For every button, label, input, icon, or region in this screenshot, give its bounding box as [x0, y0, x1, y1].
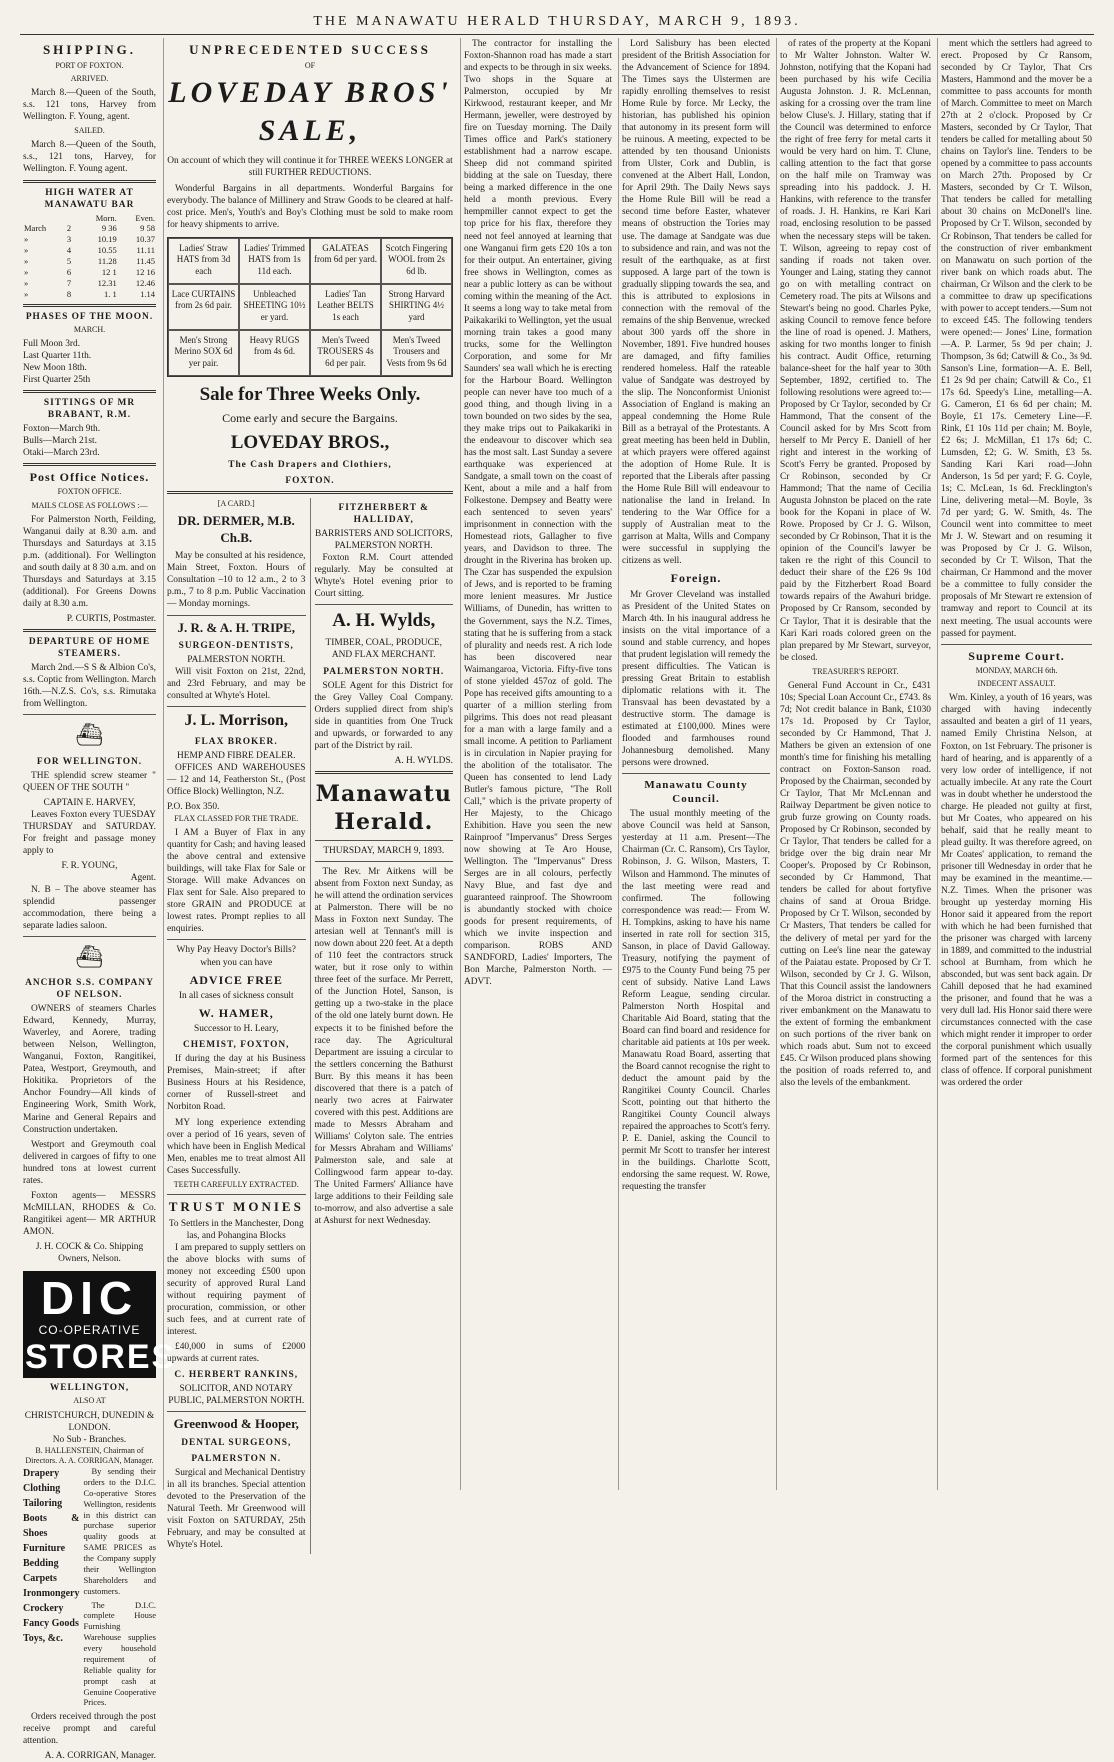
court-date: MONDAY, MARCH 6th.: [975, 665, 1058, 675]
list-item: Toys, &c.: [23, 1633, 63, 1645]
ads-right: [310, 498, 454, 1554]
table-cell: [23, 213, 66, 224]
pobox: P.O. Box 350.: [167, 801, 220, 812]
column-council-cont: [776, 38, 934, 1490]
list-item: Foxton—March 9th.: [23, 424, 101, 435]
bargain-cell: Men's Tweed TROUSERS 4s 6d per pair.: [310, 330, 381, 376]
bargain-cell: Ladies' Straw HATS from 3d each: [168, 238, 239, 284]
goods-list: [23, 1466, 79, 1711]
table-cell: »: [24, 266, 29, 277]
bargain-grid: [167, 237, 453, 377]
table-cell: [66, 213, 77, 224]
card-label: [A CARD.]: [217, 498, 255, 508]
divider: [315, 604, 454, 605]
divider: [167, 491, 453, 494]
table-cell: 9 58: [140, 223, 155, 234]
come-early: Come early and secure the Bargains.: [222, 411, 398, 426]
trust-monies: TRUST MONIES: [168, 1198, 304, 1214]
morrison-name: J. L. Morrison,: [184, 712, 289, 730]
table-cell: 11.11: [136, 245, 155, 256]
sittings-heading: SITTINGS OF MR BRABANT, R.M.: [43, 397, 136, 420]
of-label: OF: [304, 60, 316, 70]
dermer-name: DR. DERMER, M.B. Ch.B.: [177, 513, 295, 545]
shipping-heading: SHIPPING.: [42, 42, 137, 57]
tripe-name: J. R. & A. H. TRIPE,: [177, 619, 295, 635]
bargain-cell: Men's Strong Merino SOX 6d yer pair.: [168, 330, 239, 376]
loveday-sub-2: Wonderful Bargains in all departments. Wonderful Bargains for everybody. The balance of Millinery and Straw Goods to be cleared at half-cost price. Men's, Youth's and Boy's Clothing must be sold to make room for heavy shipments to arrive.: [167, 183, 453, 230]
divider: [167, 615, 306, 616]
list-item: Last Quarter 11th.: [23, 350, 92, 361]
table-cell: 1.14: [140, 288, 155, 299]
column-local-news: [460, 38, 615, 1490]
list-item: Carpets: [23, 1573, 57, 1585]
unprecedented-heading: UNPRECEDENTED SUCCESS: [189, 42, 431, 57]
bargain-cell: Heavy RUGS from 4s 6d.: [239, 330, 310, 376]
herald-title: Manawatu Herald.: [315, 780, 452, 835]
foreign-text: Mr Grover Cleveland was installed as President of the United States on March 4th. In his inaugural address he insists on the vital importance of a sound and stable currency, and hopes that prudent legislation will remedy the present difficulties. The Vatican is pressing Great Britain to establish diplomatic relations with it. The Transvaal has been devastated by a destructive storm. The damage is estimated at £100,000. Mines were flooded and farmhouses round Johannesburg demolished. Many persons were drowned.: [622, 589, 770, 769]
table-cell: »: [24, 234, 29, 245]
bargain-cell: Men's Tweed Trousers and Vests from 9s 6d: [381, 330, 452, 376]
table-cell: 5: [66, 256, 72, 267]
divider: [167, 1411, 306, 1412]
list-item: Clothing: [23, 1483, 61, 1495]
post-heading: Post Office Notices.: [29, 470, 150, 485]
table-cell: Morn.: [95, 212, 117, 223]
table-row: [23, 245, 156, 256]
trust-text: I am prepared to supply settlers on the above blocks with sums of money not exceeding £500 upon security of approved Rural Land without requiring payment of procuration, commission, or other such fees, and at current rate of interest.: [167, 1242, 306, 1337]
council-end-text: ment which the settlers had agreed to erect. Proposed by Cr Ransom, seconded by Cr Taylor, That Crs Masters, Hammond and the mover be a committee to pass accounts for month of March. Committee to meet on March 27th at 2 o'clock. Proposed by Cr Masters, seconded by Cr Taylor, That tenders be called for metalling about 50 chains on Taylor's line. Tenders to be opened by a committee to pass accounts on March 27th. Proposed by Cr Masters, seconded by Cr T. Wilson, That tenders be called for metalling about 30 chains on McDonell's line. Proposed by Cr T. Wilson, seconded by Cr Robinson, That tenders be called for the construction of river embankment on Manawatu on such portion of the river bank on which roads abut. The chairman, Cr Wilson and the clerk to be a committee to draw up specifications with power to accept tenders.—Sum not to exceed £45. The following tenders were opened:— Jones' Line, formation—A. P. Larmer, 5s 9d per chain; J. Thompson, 3s 6d; Catwill & Co., 3s 9d. Sanson's Line, formation—A. E. Bell, £1 2s 9d per chain; Catwill & Co., £1 17s 6d. Speedy's Line, metalling—A. G. Cameron, £1 6s 6d per chain; M. Boyle, £1 17s. Cemetery Line—F. Rink, £1 10s 11d per chain; M. Boyle, £2 6s; J. McMillan, £1 17s 6d; C. Lumsden, £2; G. W. Smith, £3 5s. Sanding Kari Kari road—John Anderson, 1s 5d per yard; F. G. Coyle, 1s; C. McLean, 1s 6d. Frecklington's Line, delivering metal—M. Boyle, 3s 7d per yard; G. W. Smith, 4s. The Council went into committee to meet Mr J. W. Stewart and on resuming it was Proposed by Cr J. G. Wilson, seconded by Cr T. Wilson, That the chairman, Cr Hammond and the mover be a committee to fully consider the proposals of Mr Stewart re extension of tramway and report to Council at its next meeting. The usual accounts were passed for payment.: [941, 39, 1093, 639]
highwater-table: [23, 213, 156, 300]
table-row: [23, 223, 156, 234]
bargain-cell: Lace CURTAINS from 2s 6d pair.: [168, 284, 239, 330]
table-row: [23, 256, 156, 267]
list-item: Drapery: [23, 1468, 60, 1480]
loveday-foxton: FOXTON.: [285, 475, 335, 486]
greenwood-sub: DENTAL SURGEONS,: [181, 1437, 292, 1448]
wylds-text: SOLE Agent for this District for the Grey Valley Coal Company. Orders supplied direct from ship's side in quantities from One Truck and upwards, or forwarded to any part of the District by rail.: [314, 680, 453, 751]
court-sub: INDECENT ASSAULT.: [977, 679, 1056, 689]
anchor-text-2: Westport and Greymouth coal delivered in cargoes of fifty to one hundred tons at lowest current rates.: [23, 1139, 156, 1186]
anchor-heading: ANCHOR S.S. COMPANY OF NELSON.: [25, 978, 154, 1001]
table-cell: 3: [66, 234, 72, 245]
divider: [167, 1194, 306, 1195]
doctor-question: Why Pay Heavy Doctor's Bills? when you can have: [176, 945, 296, 968]
mails-heading: MAILS CLOSE AS FOLLOWS :—: [31, 500, 148, 510]
table-cell: 12 16: [135, 266, 155, 277]
greenwood-name: Greenwood & Hooper,: [173, 1415, 299, 1431]
queen-text: THE splendid screw steamer " QUEEN OF THE SOUTH ": [23, 770, 156, 793]
corrigan-signature: A. A. CORRIGAN, Manager.: [44, 1751, 156, 1762]
wylds-location: PALMERSTON NORTH.: [323, 666, 445, 677]
table-cell: 11.45: [136, 256, 155, 267]
advice-text: In all cases of sickness consult: [178, 990, 294, 1001]
divider: [315, 771, 454, 774]
table-cell: 10.55: [97, 245, 117, 256]
list-item: First Quarter 25th: [23, 374, 91, 385]
orders-text: Orders received through the post receive prompt and careful attention.: [23, 1712, 156, 1747]
list-item: Full Moon 3rd.: [23, 338, 81, 349]
tripe-text: Will visit Foxton on 21st, 22nd, and 23rd February, and may be consulted at Whyte's Hotel.: [167, 667, 306, 702]
court-text: Wm. Kinley, a youth of 16 years, was charged with having indecently assaulted and beaten a girl of 11 years, named Emily Christina Nelson, at Foxton, on 1st February. The prisoner is hard of hearing, and is apparently of a very low order of intelligence, if not actually imbecile. At any rate the Court was in doubt whether he understood the charge. He pleaded not guilty at first, but Mr Coates, who appeared on his behalf, said that he really meant to plead guilty. It was therefore agreed, on Mr Coates' application, to remand the prisoner till Wednesday in order that he may be examined in the meantime.—N.Z. Times. When the prisoner was brought up yesterday morning His Honor said it appeared from the report with which he had been furnished that the prisoner was charged with larceny in 1889, and committed to the industrial school at Burnham, from which he absconded, but was sent back again. Dr Cahill deposed that he had examined the prisoner, and found that he was a very dull lad. His Honor said there were circumstances connected with the case which might render it improper to order the corporal punishment which usually formed part of the sentences for this class of offence. If corporal punishment was ordered the order: [941, 693, 1092, 1089]
table-cell: 9 36: [101, 223, 117, 234]
table-cell: March: [24, 223, 47, 234]
herald-text: The Rev. Mr Aitkens will be absent from Foxton next Sunday, as he will attend the ordination services at Palmerston. There will be no Mass in Foxton next Sunday. The artesian well at Tennant's mill is now down about 220 feet. At a depth of 110 feet the contractors struck water, but it rose only to within three feet of the surface. Mr Perrett, of the Junction Hotel, Sanson, is getting up a two-stake in the place of the old one lately burnt down. He expects it to be finished before the race day. The Agricultural Department are issuing a circular to the settlers concerning the Bathurst Burr. By this means it has been discovered that there is a patch of nearly two acres at Fairwater covered with this pest. Additions are made to Messrs Abraham and Williams' Colyton sale. The entries for Messrs Abraham and Williams' Palmerston sale, and sale at Collingwood farm appear to-day. The United Farmers' Alliance have large additions to their Feilding sale to-morrow, and also advertise a sale at Ashurst for next Wednesday.: [314, 867, 454, 1226]
cock-signature: J. H. COCK & Co. Shipping Owners, Nelson.: [35, 1241, 144, 1264]
table-row: [23, 278, 156, 289]
steamers-text: March 2nd.—S S & Albion Co's, s.s. Coptic from Wellington. March 16th.—N.Z.S. Co's, s.s. Rimutaka from Wellington.: [23, 663, 156, 710]
table-cell: 11.28: [97, 256, 117, 267]
table-cell: 7: [66, 277, 72, 288]
dic-logo-text: DIC: [40, 1271, 139, 1324]
divider: [167, 939, 306, 940]
table-cell: 12.46: [135, 277, 155, 288]
list-item: Furniture: [23, 1543, 66, 1555]
bargain-cell: Unbleached SHEETING 10½ er yard.: [239, 284, 310, 330]
dermer-text: May be consulted at his residence, Main Street, Foxton. Hours of Consultation –10 to 12 a.m., 2 to 3 p.m., 7 to 8 p.m. Public Vaccination — Monday mornings.: [167, 551, 306, 610]
goods-text: [83, 1466, 156, 1711]
sale-three-weeks: Sale for Three Weeks Only.: [199, 383, 421, 405]
rankins-sub: SOLICITOR, AND NOTARY PUBLIC, PALMERSTON NORTH.: [168, 1383, 305, 1406]
table-row: [23, 267, 156, 278]
hamer-name: W. HAMER,: [198, 1005, 274, 1020]
hemp-dealer: HEMP AND FIBRE DEALER.: [177, 750, 296, 761]
table-cell: 10.19: [97, 234, 117, 245]
teeth-extracted: TEETH CAREFULLY EXTRACTED.: [173, 1179, 299, 1189]
bargain-cell: Ladies' Trimmed HATS from 1s 11d each.: [239, 238, 310, 284]
steamship-illustration: ⛴: [75, 722, 104, 748]
table-cell: 4: [66, 245, 72, 256]
table-row: [23, 289, 156, 300]
advice-free: ADVICE FREE: [189, 972, 283, 987]
list-item: Fancy Goods: [23, 1618, 79, 1630]
post-sub: FOXTON OFFICE.: [57, 487, 122, 497]
hamer-sub: Successor to H. Leary,: [193, 1024, 279, 1035]
table-cell: 6: [66, 266, 72, 277]
nb-text: N. B – The above steamer has splendid passenger accommodation, there being a separate ladies saloon.: [23, 884, 156, 931]
table-cell: 12 1: [101, 266, 117, 277]
tripe-location: PALMERSTON NORTH.: [187, 655, 286, 666]
flax-text: I AM a Buyer of Flax in any quantity for Cash; and having leased the above central and extensive buildings, will take Flax for Sale or Storage. Will make Advances on Flax sent for Sale. Also prepared to store GRAIN and PRODUCE at lowest rates. Prompt replies to all enquiries.: [167, 828, 306, 935]
goods-text-1: By sending their orders to the D.I.C. Co-operative Stores Wellington, residents in this district can purchase superior quality goods at SAME PRICES as the Company supply their Wellington Shareholders and customers.: [83, 1466, 156, 1596]
fitzherbert-text: Foxton R.M. Court attended regularly. May be consulted at Whyte's Hotel evening prior to Court sitting.: [314, 553, 453, 600]
chemist-text: If during the day at his Business Premises, Main-street; if after Business Hours at his Residence, corner of Russell-street and Norbiton Road.: [167, 1054, 306, 1113]
list-item: Bulls—March 21st.: [23, 436, 97, 447]
dic-logo: [23, 1271, 177, 1378]
tripe-sub: SURGEON-DENTISTS,: [178, 641, 294, 652]
cables-text: Lord Salisbury has been elected president of the British Association for the Advancement of Science for 1894. The Times says the Ulstermen are rapidly enrolling themselves to resist Home Rule by force. Mr Lecky, the historian, has published his opinion that autonomy in its present form will be ruinous. A meeting, expected to be attended by ten thousand Unionists from Ulster, Cork and Dublin, is convened at the Albert Hall, London, for April 29th. The Daily News says the Home Rule Bill will be read a second time before Easter, whatever means of obstruction the Tories may use. The damage at Sandgate was due to subsidence and rain, and was not the result of the earthquake, as at first supposed. A large part of the town is gradually slipping towards the sea, and this is attributed to explosions in connection with the removal of the remains of the ship Benvenue, wrecked about 300 yards off the shore in November, 1891. Five hundred houses are damaged, and fifty families rendered homeless. Half the rateable value of Sandgate was destroyed by the slip. The Nonconformist Unionist Association of England is making an appeal condemning the Home Rule Bill as a betrayal of the Protestants. A great meeting has been held in Dublin, at which prayers were offered against the adoption of Home Rule. It is reported that the Liberals after passing the Home Rule Bill will endeavour to nationalise the land in Ireland. In tendering to the War Office for a supply of Australian meat to the garrison at Malta, Wills and Company were successful in supplying the citizens as well.: [622, 39, 770, 567]
moon-month: MARCH.: [73, 324, 106, 334]
morrison-offices: OFFICES AND WAREHOUSES — 12 and 14, Featherston St., (Post Office Block) Wellington, N.Z.: [167, 762, 306, 797]
captain: CAPTAIN E. HARVEY,: [43, 797, 136, 808]
list-item: Otaki—March 23rd.: [23, 448, 100, 459]
list-item: Boots & Shoes: [23, 1513, 80, 1540]
divider: [23, 936, 156, 937]
divider: [23, 629, 156, 632]
arrived-text: March 8.—Queen of the South, s.s. 121 tons, Harvey from Wellington. F. Young, agent.: [23, 88, 156, 123]
anchor-text: OWNERS of steamers Charles Edward, Kennedy, Murray, Waverley, and Aorere, trading between Nelson, Wellington, Wanganui, Foxton, Rangitikei, Patea, Westport, Greymouth, and Hokitika. Proprietors of the Anchor Foundry—All kinds of Engineering Work, Smith Work, Marine and General Repairs and Construction undertaken.: [23, 1004, 156, 1135]
dic-logo-stores: STORES: [25, 1338, 177, 1377]
foxton-agents: Foxton agents— MESSRS McMILLAN, RHODES & Co. Rangitikei agent— MR ARTHUR AMON.: [23, 1190, 156, 1237]
council-heading: Manawatu County Council.: [644, 779, 748, 806]
dic-cities: CHRISTCHURCH, DUNEDIN & LONDON.: [24, 1410, 155, 1433]
court-heading: Supreme Court.: [968, 648, 1065, 663]
table-cell: »: [24, 256, 29, 267]
wylds-sub: TIMBER, COAL, PRODUCE, AND FLAX MERCHANT.: [325, 638, 442, 661]
herald-date: THURSDAY, MARCH 9, 1893.: [323, 846, 445, 857]
cash-drapers: The Cash Drapers and Clothiers,: [228, 459, 392, 470]
divider: [23, 180, 156, 183]
loveday-sale-title: LOVEDAY BROS' SALE,: [168, 75, 452, 148]
mails-text: For Palmerston North, Feilding, Wanganui daily at 8.30 a.m. and Thursdays and Saturdays at 3.15 p.m. (additional). For Wellington and south daily at 8 30 a.m. and on Thursdays and Saturdays at 3.15 (additional). For Greens Downs daily at 8.30 a.m.: [23, 514, 156, 610]
table-cell: 10.37: [135, 234, 155, 245]
goods-block: [23, 1466, 156, 1711]
council-cont-text: of rates of the property at the Kopani to Mr Walter Johnston. Walter W. Johnston, notifying that the Kopani had been purchased by his wife Cecilia Augusta Johnston. J. R. McLennan, asking for a crossing over the tram line below Cluse's. J. Hillary, stating that if the Council was determined to enforce the right of free ferry for metal carts it would be very hard on him. T. Clune, calling attention to the fact that gorse on the half mile on Tramway was spreading into his paddock. J. H. Hankins, with reference to the transfer of roads. J. H. Hankins, re Kari Kari road, enclosing resolution to be passed when the necessary steps will be taken. T. Wilson, agreeing to repay cost of sanding if roads not taken over. Younger and Laing, stating they cannot go on with metalling contract on Cemetery road. The pits at Wilsons and Stewart's being no good. Charles Pyke, asking Council to remove fence before the line of road is opened. J. Mathers, asking for two months longer to finish his contract. Audit Office, returning balance-sheet for the half year to 30th September, 1892, certified to. The following resolutions were agreed to:— Proposed by Cr Taylor, seconded by Cr Hammond, That the consent of the Council asked for by Mrs Scott from herself to Mr Percy E. Daniell of her right and interest in the working of Scott's Ferry be granted. Proposed by Cr Robinson, seconded by Cr Hammond; That the name of Cecilia Augusta Johnston be placed on the rate book for the Kopani in place of W. Rowe. Proposed by Cr J. G. Wilson, seconded by Cr Robinson, That it is the opinion of the Council's lawyer be taken re the right of this Council to deduct their share of the £26 9s 10d paid by the Fitzherbert Road Board towards repairs of the Awahuri bridge. Proposed by Cr Ransom, seconded by Cr Taylor, That it is desirable that the Kari Kari roads colored green on the plan prepared by Mr Stewart, surveyor, be closed.: [780, 39, 931, 663]
goods-text-2: The D.I.C. complete House Furnishing Warehouse supplies every household requirement of Reliable quality for prompt cash at Genuine Cooperative Prices.: [83, 1599, 156, 1708]
loveday-sub-1: On account of which they will continue it for THREE WEEKS LONGER at still FURTHER REDUCTIONS.: [167, 155, 453, 178]
table-cell: 12.31: [97, 277, 117, 288]
ads-row: [167, 498, 453, 1554]
wylds-name: A. H. Wylds,: [332, 610, 436, 632]
trust-sub: To Settlers in the Manchester, Dong las, and Pohangina Blocks: [168, 1218, 304, 1241]
sailed-label: SAILED.: [74, 126, 105, 136]
ads-left: [167, 498, 306, 1554]
dic-logo-sub: CO-OPERATIVE: [38, 1322, 141, 1337]
dic-also: ALSO AT: [73, 1396, 106, 1406]
wellington-heading: FOR WELLINGTON.: [36, 756, 143, 767]
agent-name: F. R. YOUNG,: [61, 860, 118, 871]
chemist-heading: CHEMIST, FOXTON,: [182, 1040, 290, 1051]
bargain-cell: Strong Harvard SHIRTING 4½ yard: [381, 284, 452, 330]
greenwood-location: PALMERSTON N.: [191, 1453, 282, 1464]
list-item: Tailoring: [23, 1498, 63, 1510]
anchor-ship-illustration: ⛴: [75, 944, 104, 970]
table-cell: 8: [66, 288, 72, 299]
rankins-name: C. HERBERT RANKINS,: [174, 1369, 299, 1380]
table-cell: Even.: [135, 212, 155, 223]
column-court: [937, 38, 1095, 1490]
fitzherbert-sub: BARRISTERS AND SOLICITORS, PALMERSTON NORTH.: [314, 528, 453, 551]
fitzherbert-name: FITZHERBERT & HALLIDAY,: [338, 502, 429, 525]
bargain-cell: GALATEAS from 6d per yard.: [310, 238, 381, 284]
divider: [23, 304, 156, 307]
dic-location: WELLINGTON,: [49, 1383, 130, 1394]
list-item: Ironmongery: [23, 1588, 80, 1600]
bargain-cell: Scotch Fingering WOOL from 2s 6d lb.: [381, 238, 452, 284]
divider: [315, 861, 454, 862]
table-cell: »: [24, 288, 29, 299]
masthead: THE MANAWATU HERALD THURSDAY, MARCH 9, 1893.: [20, 14, 1094, 35]
bargain-cell: Ladies' Tan Leather BELTS 1s each: [310, 284, 381, 330]
table-cell: 2: [66, 223, 72, 234]
divider: [23, 390, 156, 393]
divider: [941, 644, 1092, 645]
divider: [167, 706, 306, 707]
council-text: The usual monthly meeting of the above Council was held at Sanson, yesterday at 11 a.m. Present—The Chairman (Cr. C. Ransom), Crs Taylor, Robinson, J. G. Wilson, Masters, T. Wilson and Hammond. The minutes of the last meeting were read and confirmed. The following correspondence was read:— From W. H. Tompkins, asking to have his name inserted in rate roll for section 315, Sanson, in place of David Galloway. Treasury, notifying the payment of £975 to the County Fund being 75 per cent of subsidy. Native Land Laws Reform League, sending circular. Palmerston North Hospital and Charitable Aid Board, stating that the Board can find board and residence for charitable aid patients at 10s per week. Manawatu Road Board, asserting that the Board cannot recognise the right to deduct the amount paid by the Rangitikei County Council. Charles Scott, pointing out that hitherto the Rangitikei County Council always repaired the approaches to Scott's ferry. P. E. Daniel, asking the Council to permit Mr Scott to transfer her interest in the buildings. Charlotte Scott, endorsing the same request. W. Rowe, requesting the transfer: [622, 809, 770, 1193]
agent-role: Agent.: [130, 872, 156, 883]
foreign-heading: Foreign.: [670, 571, 722, 586]
treasurer-text: General Fund Account in Cr., £431 10s; Special Loan Account Cr., £743. 8s 7d; Not credit balance in Bank, £1030 17s 1d. Proposed by Cr Taylor, seconded by Cr Hammond, That J. Mathers be given an extension of one month's time for finishing his metalling contract on Foxton-Sanson road. Proposed by the Chairman, seconded by Cr Taylor, That Mr McLennan and Railway Department be given notice to grub furze growing on County roads. Proposed by Cr Robinson, seconded by Cr Taylor, That tenders be called for a bridge over the big drain near Mr Cooper's. Proposed by Cr Robinson, seconded by Cr Hammond, That tenders be called for about fortyfive chains of sand at Oroua Bridge. Proposed by Cr T. Wilson, seconded by Cr Masters, That tenders be called for the delivery of metal per yard for the cutting on Lee's line near the gateway of the Paiatau estate. Proposed by Cr T. Wilson, seconded by Cr J. G. Wilson, That this Council assist the landowners of the Moroa district in constructing a river embankment on the Manawatu to the extent of forming the embankment on such portions of the river bank on which roads abut. Sum not to exceed £45. Cr Wilson produced plans showing the position of roads referred to, and also the levels of the embankment.: [780, 680, 932, 1088]
table-cell: 1. 1: [103, 288, 117, 299]
divider: [622, 773, 770, 774]
port-heading: PORT OF FOXTON.: [55, 60, 124, 70]
table-cell: »: [24, 277, 29, 288]
treasurer-heading: TREASURER'S REPORT.: [812, 666, 899, 676]
divider: [23, 714, 156, 715]
flax-broker: FLAX BROKER.: [194, 736, 278, 747]
column-shipping: [20, 38, 177, 1762]
list-item: New Moon 18th.: [23, 362, 87, 373]
wylds-signature: A. H. WYLDS.: [394, 755, 453, 766]
list-item: Crockery: [23, 1603, 64, 1615]
dic-staff: B. HALLENSTEIN, Chairman of Directors. A. A. CORRIGAN, Manager.: [25, 1445, 154, 1465]
column-advertisements: [163, 38, 456, 1550]
list-item: Bedding: [23, 1558, 59, 1570]
sailed-text: March 8.—Queen of the South, s.s., 121 tons, Harvey, for Wellington. F. Young agent.: [23, 140, 156, 175]
leaves-text: Leaves Foxton every TUESDAY THURSDAY and SATURDAY. For freight and passage money apply to: [23, 809, 156, 856]
column-cables: [618, 38, 773, 1490]
postmaster: P. CURTIS, Postmaster.: [66, 614, 156, 625]
divider: [23, 463, 156, 466]
teeth-text: MY long experience extending over a period of 16 years, seven of which have been in English Medical Men, enables me to treat almost All Cases Successfully.: [167, 1117, 306, 1176]
dic-branches: No Sub - Branches.: [52, 1434, 127, 1445]
divider: [315, 840, 454, 841]
table-row: [23, 213, 156, 224]
arrived-label: ARRIVED.: [70, 73, 109, 83]
loveday-name: LOVEDAY BROS.,: [230, 431, 390, 453]
greenwood-text: Surgical and Mechanical Dentistry in all its branches. Special attention devoted to the Preservation of the Natural Teeth. Mr Greenwood will visit Foxton on SATURDAY, 25th February, and may be consulted at Whyte's Hotel.: [167, 1467, 306, 1550]
table-cell: »: [24, 245, 29, 256]
trust-text-2: £40,000 in sums of £2000 upwards at current rates.: [167, 1341, 306, 1364]
moon-heading: PHASES OF THE MOON.: [25, 311, 154, 322]
table-row: [23, 234, 156, 245]
flax-classed: FLAX CLASSED FOR THE TRADE.: [174, 813, 299, 823]
steamers-heading: DEPARTURE OF HOME STEAMERS.: [28, 637, 151, 660]
local-news-text: The contractor for installing the Foxton-Shannon road has made a start and expects to be through in six weeks. Two shops in the Square at Palmerston, occupied by Mr Kirkwood, restaurant keeper, and Mr Hermann, jeweller, were destroyed by fire on Tuesday morning. The Daily Times office and Park's stationery establishment had a narrow escape. Sheep did not command spirited bidding at the sale on Tuesday, there being a marked difference in the one held a month previous. Every hempmiller cannot expect to get the top price for his flax, therefore they need not feel annoyed at learning that one Wanganui firm gets £20 10s a ton for their output. An entertainer, giving free shows in Wellington, comes as near a public lottery as can be without coming within the meaning of the Act. It seems a long way to take metal from Paikakariki to Wellington, yet the usual morning train takes a good many trucks, some for the Wellington Corporation, and some for Mr Saunders' sea wall which he is erecting for the Harbour Board. Wellington people can never have too much of a good thing, and though living in a town bounded on two sides by the sea, they make trips out to Paikakariki in the endeavour to discover which sea has the most salt. Last Sunday a severe earthquake was experienced at Sandgate, a small town on the coast of Kent, about a mile and a half from Folkestone. Dempsey and Beatty were each sentenced to seven years' imprisonment in connection with the Homestead riots, Gallagher to five years, and Davidson to three. The drought in the Riverina has broken up. The Czar has suspended the expulsion of Jews, and is reported to be framing more lenient measures. Mr Justice Williams, of Dunedin, has written to the Government, says the N.Z. Times, stating that he is suffering from a stack of plurality and needs rest. A rich lode has been discovered near Waimangaroa, Victoria. Fifty-five tons of stone yielded 457oz of gold. The Pope has received gifts amounting to a quarter of a million sterling from pilgrims. This does not read pleasant for a man with a large family and a small income. A petition to Parliament is in circulation in Napier praying for the abolition of the totalisator. The Queen has consented to lend Lady Butler's famous picture, "The Roll Call," which is the private property of Her Majesty, to the Chicago Exhibition. Have you seen the new Rainproof "Impervanus" Dress Serges now showing at Te Aro House, Wellington. The "Impervanus" Dress Serges are in all colours, perfectly Navy Blue, and fast dye and guaranteed rainproof. The Showroom is abundantly stocked with choice goods for present requirements, of which we invite inspection and comparison. ROBS AND SANDFORD, Ladies' Importers, The Bon Marche, Palmerston North. —ADVT.: [464, 39, 613, 988]
highwater-heading: HIGH WATER AT MANAWATU BAR: [44, 187, 135, 210]
